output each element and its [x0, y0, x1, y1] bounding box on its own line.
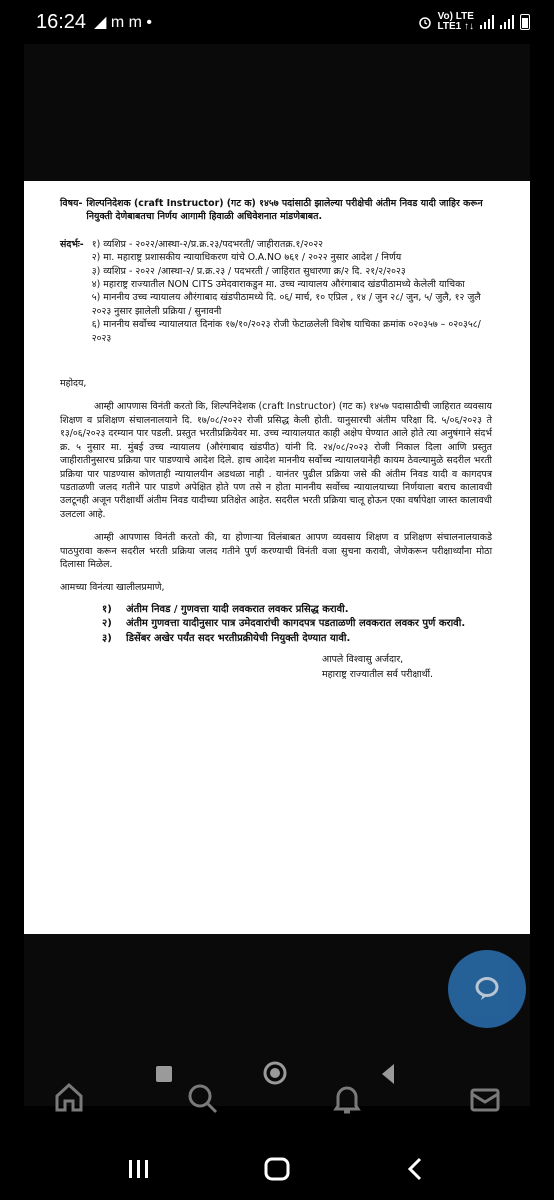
request-item: २) अंतीम गुणवत्ता यादीनुसार पात्र उमेदवारांची कागदपत्र पडताळणी लवकरात लवकर पुर्ण करावी. [102, 618, 466, 630]
battery-icon [520, 14, 530, 30]
signature-block [322, 652, 492, 682]
image-viewer [24, 44, 530, 1106]
home-circle-icon [262, 1060, 288, 1086]
reference-item: ५) माननीय उच्च न्यायालय औरंगाबाद खंडपीठामध्ये दि. ०६/ मार्च, १० एप्रिल , १४ / जुन २८/ जुन, ५/ जुलै, १२ जुलै २०२३ नुसार झालेली प्रक्रिया / सुनावनी [91, 292, 481, 317]
clock: 16:24 [36, 10, 87, 33]
reference-list [88, 238, 492, 345]
square-icon [154, 1064, 174, 1084]
home-button[interactable] [257, 1149, 297, 1189]
signal-1-icon [480, 15, 494, 29]
references-label: संदर्भः- [60, 238, 84, 250]
chat-bubble-icon [472, 974, 502, 1004]
home-icon[interactable] [52, 1080, 86, 1114]
chevron-left-icon [404, 1155, 426, 1183]
recent-apps-button[interactable] [119, 1149, 159, 1189]
system-navigation-bar [0, 1138, 554, 1200]
bell-icon[interactable] [330, 1082, 364, 1116]
reference-item: ६) माननीय सर्वोच्च न्यायालयात दिनांक १७/१०/२०२३ रोजी फेटाळलेली विशेष याचिका क्रमांक ०२०३५७ – ०२०३५८/ २०२३ [91, 319, 481, 344]
signature-line-2: महाराष्ट्र राज्यातील सर्व परीक्षार्थी. [322, 669, 433, 681]
search-icon[interactable] [186, 1082, 220, 1116]
references [60, 238, 492, 345]
reference-item: ३) व्यशिप्र - २०२२ /आस्था-२/ प्र.क्र.२३ / पदभरती / जाहिरात सुधारणा क्र/२ दि. २१/२/२०२३ [91, 265, 406, 277]
signal-2-icon [500, 15, 514, 29]
request-item: ३) डिसेंबर अखेर पर्यंत सदर भरतीप्रक्रीयेची नियुक्ती देण्यात यावी. [102, 632, 351, 644]
signature-line-1: आपले विश्वासु अर्जदार, [322, 654, 404, 666]
alarm-icon [418, 15, 432, 29]
requests-intro: आमच्या विनंत्या खालीलप्रमाणे, [60, 582, 165, 594]
back-button[interactable] [395, 1149, 435, 1189]
status-bar [0, 0, 554, 44]
reference-item: ४) महाराष्ट्र राज्यातील NON CITS उमेदवाराकडुन मा. उच्च न्यायालय औरंगाबाद खंडपीठामध्ये केलेली याचिका [91, 279, 465, 291]
reference-item: १) व्यशिप्र - २०२२/आस्था-२/प्र.क्र.२३/पदभरती/ जाहीरातक्र.१/२०२२ [91, 238, 324, 250]
request-list [102, 603, 492, 647]
letter-document [24, 181, 530, 934]
back-triangle-icon [378, 1062, 398, 1086]
recent-apps-icon [126, 1157, 152, 1181]
home-square-icon [263, 1155, 291, 1183]
reference-item: २) मा. महाराष्ट्र प्रशासकीय न्यायाधिकरण यांचे O.A.NO ७६१ / २०२२ नुसार आदेश / निर्णय [91, 252, 402, 264]
request-item: १) अंतीम निवड / गुणवत्ता यादी लवकरात लवकर प्रसिद्ध करावी. [102, 603, 349, 615]
network-indicator: Vo) LTE LTE1 ↑↓ [437, 11, 474, 32]
subject-label: विषय- [60, 198, 83, 209]
body-paragraph-2: आम्ही आपणास विनंती करतो की, या होणाऱ्या विलंबाबत आपण व्यवसाय शिक्षण व प्रशिक्षण संचालनालयाकडे पाठपुरावा करून सदरील भरती प्रक्रिया जलद गतीने पुर्ण करण्याची विनंती वजा सुचना करावी, जेणेकरून परीक्षार्थ्यांना मोठा दिलासा मिळेल. [60, 532, 492, 570]
notification-icons: ◢ m m • [94, 14, 152, 31]
chat-fab-button[interactable] [448, 950, 526, 1028]
subject-text: शिल्पनिदेशक (craft Instructor) (गट क) १४५७ पदांसाठी झालेल्या परीक्षेची अंतीम निवड यादी जाहिर करून नियुक्ती देणेबाबतचा निर्णय आगामी हिवाळी अधिवेशनात मांडणेबाबत. [86, 198, 483, 223]
salutation: महोदय, [60, 378, 87, 390]
body-paragraph-1: आम्ही आपणास विनंती करतो कि, शिल्पनिदेशक (craft Instructor) (गट क) १४५७ पदासाठीची जाहिरात व्यवसाय शिक्षण व प्रशिक्षण संचालनालयाने दि. १७/०८/२०२२ रोजी प्रसिद्ध केली होती. यानुसारची अंतीम परिक्षा दि. ५/०६/२०२३ ते १३/०६/२०२३ दरम्यान पार पडली. प्रस्तुत भरतीप्रक्रियेवर मा. उच्च न्यायालयात काही अक्षेप घेण्यात आले होते त्या अनुषंगाने संदर्भ क्र. ५ नुसार मा. मुंबई उच्च न्यायालय (औरंगाबाद खंडपीठ) यांनी दि. २४/०८/२०२३ रोजी निकाल दिला आणि प्रस्तुत जाहीरातीनुसारच प्रक्रिया पार पाडण्याचे आदेश दिले. हाच आदेश माननीय सर्वोच्च न्यायालयानेही कायम ठेवल्यामुळे सदरील भरती प्रक्रिया पार पाडण्यास कोणताही न्यायालयीन अडथळा नाही . यानंतर पुढील प्रक्रिया जसे की अंतीम निवड यादी व कागदपत्र पडताळणी जलद गतीने पार पाडणे अपेक्षित होते पण तसे न होता माननीय सर्वोच्च न्यायालयाच्या निर्णयाला बराच कालावधी उलटूनही अजून परीक्षार्थी अंतीम निवड यादीच्या प्रतिक्षेत आहेत. सदरील भरती प्रक्रिया चालू होऊन एका वर्षापेक्षा जास्त कालावधी उलटला आहे. [60, 401, 492, 520]
mail-icon[interactable] [468, 1082, 502, 1116]
subject-line [60, 197, 492, 224]
